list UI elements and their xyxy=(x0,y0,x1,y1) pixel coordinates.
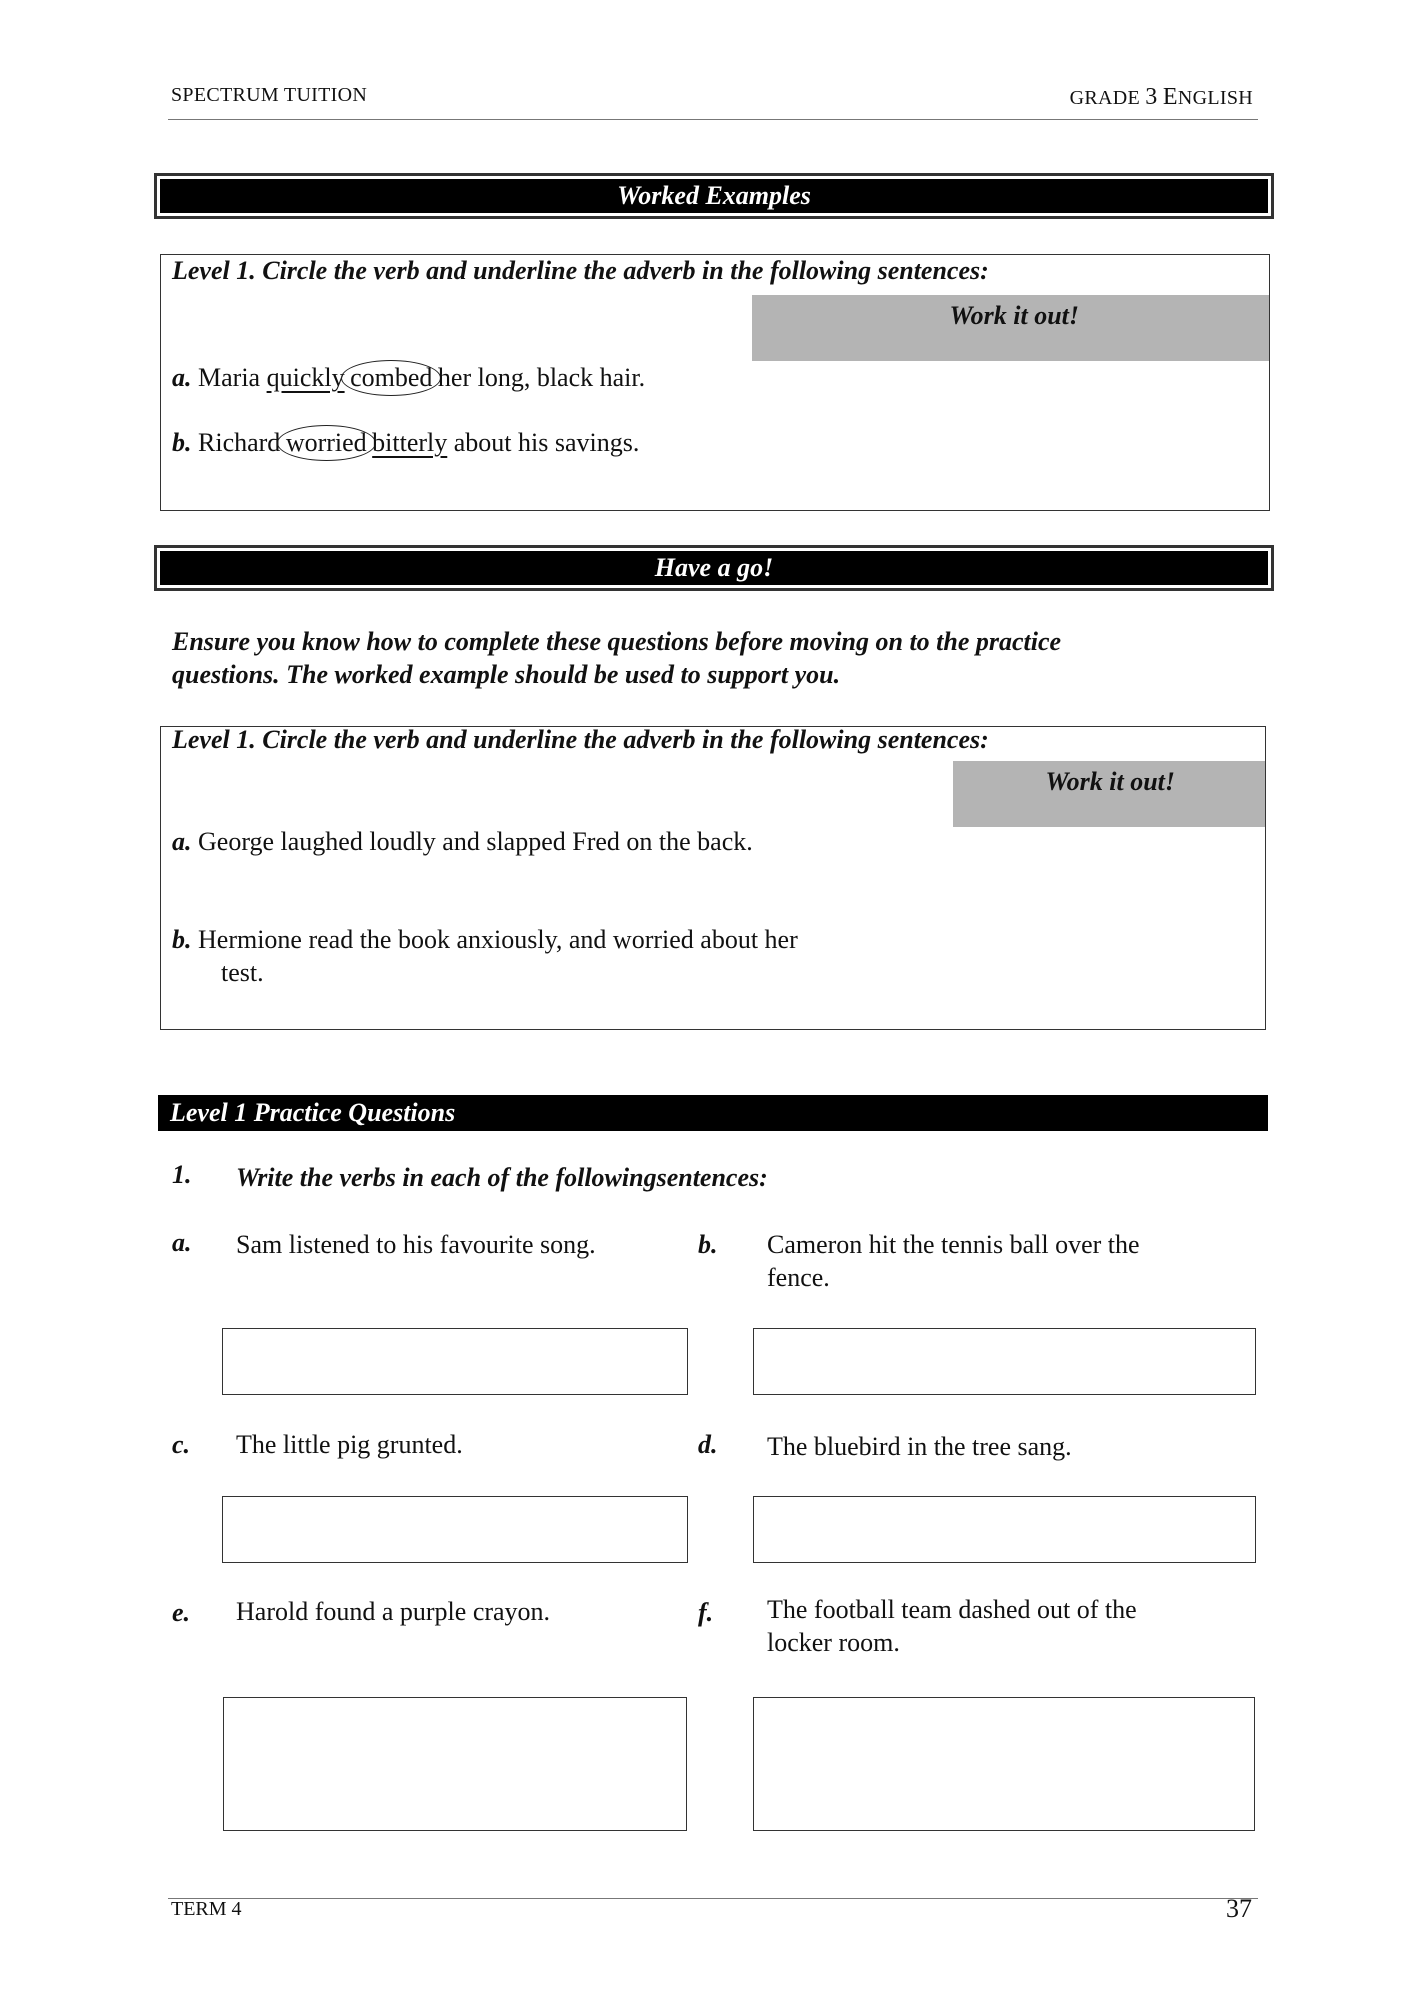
worked-a-adverb: quickly xyxy=(266,363,345,392)
item-f-letter: f. xyxy=(698,1598,714,1627)
item-d-letter: d. xyxy=(698,1430,718,1459)
worked-sentence-a xyxy=(172,360,645,396)
footer-divider xyxy=(168,1898,1258,1899)
item-f-text: The football team dashed out of the locker room. xyxy=(767,1595,1137,1657)
question-number: 1. xyxy=(172,1160,192,1189)
item-c-text: The little pig grunted. xyxy=(236,1430,463,1459)
header-grade-prefix: GRADE xyxy=(1069,87,1146,109)
item-a-text: Sam listened to his favourite song. xyxy=(236,1230,596,1259)
item-b-letter: b. xyxy=(698,1230,718,1259)
page-number: 37 xyxy=(1226,1894,1252,1923)
have-a-go-title: Have a go! xyxy=(160,551,1268,585)
answer-box-b[interactable] xyxy=(753,1328,1256,1395)
worked-level-title: Level 1. Circle the verb and underline the adverb in the following sentences: xyxy=(172,256,989,285)
have-a-go-a-text: George laughed loudly and slapped Fred on the back. xyxy=(191,827,753,856)
item-c-letter: c. xyxy=(172,1430,191,1459)
answer-box-a[interactable] xyxy=(222,1328,688,1395)
have-a-go-work-it-out xyxy=(953,761,1265,827)
worked-a-verb-circled: combed xyxy=(341,360,441,396)
worked-b-post: about his savings. xyxy=(447,428,640,457)
item-a-letter: a. xyxy=(172,1228,192,1257)
header-divider xyxy=(168,119,1258,120)
header-subject-rest: NGLISH xyxy=(1177,87,1253,109)
worked-b-adverb: bitterly xyxy=(372,428,448,457)
answer-box-f[interactable] xyxy=(753,1697,1255,1831)
answer-box-e[interactable] xyxy=(223,1697,687,1831)
worked-work-it-out xyxy=(752,295,1269,361)
worked-a-pre: Maria xyxy=(191,363,267,392)
header-left: SPECTRUM TUITION xyxy=(171,84,368,106)
header-grade-number: 3 xyxy=(1145,84,1158,110)
footer-term: TERM 4 xyxy=(171,1898,242,1920)
question-text: Write the verbs in each of the followingsentences: xyxy=(236,1163,768,1192)
have-a-go-instruction: Ensure you know how to complete these questions before moving on to the practice questions. The worked example should be used to support you. xyxy=(172,627,1062,689)
worked-b-verb-circled: worried xyxy=(277,425,376,461)
have-a-go-b-text2: test. xyxy=(221,958,264,987)
have-a-go-sentence-a xyxy=(172,827,753,857)
worked-b-pre: Richard xyxy=(191,428,287,457)
worked-sentence-b xyxy=(172,425,639,461)
item-d-text: The bluebird in the tree sang. xyxy=(767,1432,1072,1461)
have-a-go-banner xyxy=(154,545,1274,591)
have-a-go-level-title: Level 1. Circle the verb and underline the adverb in the following sentences: xyxy=(172,725,989,754)
worked-examples-title: Worked Examples xyxy=(160,179,1268,213)
item-e-text: Harold found a purple crayon. xyxy=(236,1597,551,1626)
item-b-text: Cameron hit the tennis ball over the fence. xyxy=(767,1230,1140,1292)
have-a-go-sentence-b xyxy=(172,925,798,955)
have-a-go-b-text1: Hermione read the book anxiously, and worried about her xyxy=(191,925,798,954)
practice-questions-bar: Level 1 Practice Questions xyxy=(158,1095,1268,1131)
header-subject-initial: E xyxy=(1162,84,1178,110)
header-right xyxy=(1070,84,1253,111)
answer-box-c[interactable] xyxy=(222,1496,688,1563)
item-e-letter: e. xyxy=(172,1598,191,1627)
worked-b-letter: b. xyxy=(172,428,192,457)
worked-a-letter: a. xyxy=(172,363,192,392)
worked-examples-banner xyxy=(154,173,1274,219)
worked-work-label: Work it out! xyxy=(949,301,1079,330)
worked-a-post: her long, black hair. xyxy=(431,363,646,392)
have-a-go-a-letter: a. xyxy=(172,827,192,856)
answer-box-d[interactable] xyxy=(753,1496,1256,1563)
have-a-go-work-label: Work it out! xyxy=(1045,767,1175,796)
have-a-go-b-letter: b. xyxy=(172,925,192,954)
